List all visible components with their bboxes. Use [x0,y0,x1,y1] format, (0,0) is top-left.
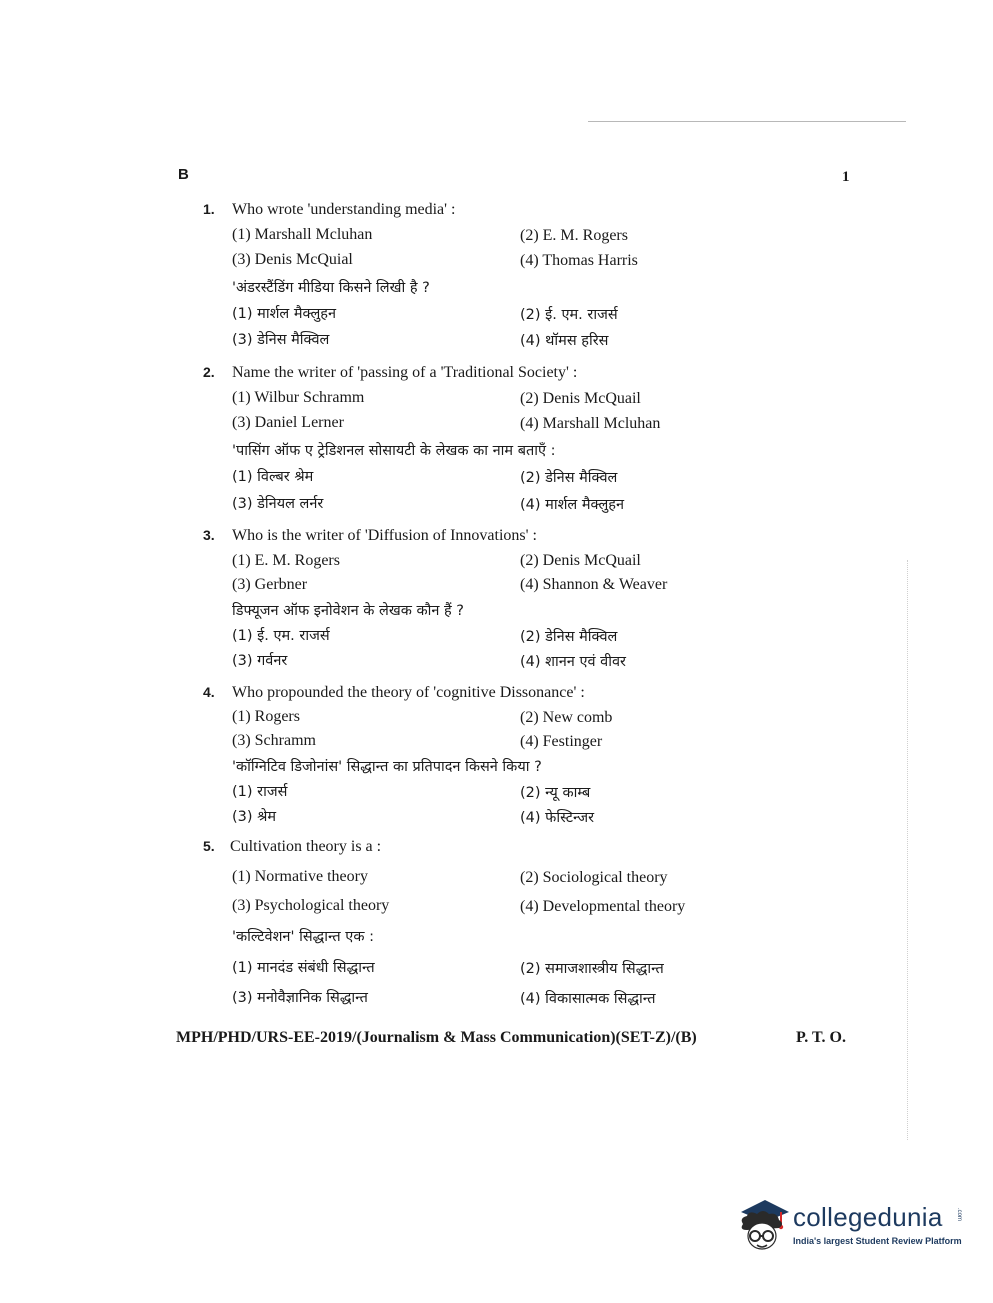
option-en-4: (4) Festinger [520,733,603,750]
option-hi-3: (3) गर्वनर [232,653,288,669]
option-hi-4: (4) शानन एवं वीवर [520,654,626,670]
option-en-1: (1) Wilbur Schramm [232,389,365,406]
option-hi-1: (1) मार्शल मैक्लुहन [232,306,337,322]
option-hi-1: (1) मानदंड संबंधी सिद्धान्त [232,960,375,976]
pto-label: P. T. O. [796,1029,846,1046]
watermark-logo [735,1196,965,1260]
option-en-1: (1) Normative theory [232,868,368,885]
option-hi-2: (2) डेनिस मैक्विल [520,470,618,486]
option-hi-3: (3) श्रेम [232,809,277,825]
option-hi-1: (1) राजर्स [232,784,288,800]
option-hi-2: (2) समाजशास्त्रीय सिद्धान्त [520,961,664,977]
option-en-4: (4) Shannon & Weaver [520,576,668,593]
option-en-2: (2) New comb [520,709,613,726]
set-letter: B [178,166,189,183]
question-text-en: Who propounded the theory of 'cognitive Dissonance' : [232,684,585,701]
question-text-en: Who wrote 'understanding media' : [232,201,456,218]
question-text-en: Name the writer of 'passing of a 'Traditional Society' : [232,364,578,381]
option-en-4: (4) Developmental theory [520,898,686,915]
watermark-com: .com [956,1208,962,1222]
option-en-1: (1) Marshall Mcluhan [232,226,373,243]
option-en-4: (4) Thomas Harris [520,252,638,269]
option-en-4: (4) Marshall Mcluhan [520,415,661,432]
option-hi-4: (4) विकासात्मक सिद्धान्त [520,991,656,1007]
option-hi-2: (2) न्यू काम्ब [520,785,591,801]
option-en-2: (2) Sociological theory [520,869,668,886]
question-number: 3. [203,527,215,543]
paper-code: MPH/PHD/URS-EE-2019/(Journalism & Mass Communication)(SET-Z)/(B) [176,1029,697,1046]
scan-edge [907,560,908,1140]
question-text-hi: 'पासिंग ऑफ ए ट्रेडिशनल सोसायटी के लेखक का नाम बताएँ : [232,443,556,459]
option-en-1: (1) Rogers [232,708,300,725]
option-hi-2: (2) ई. एम. राजर्स [520,307,618,323]
option-en-2: (2) Denis McQuail [520,390,641,407]
question-number: 1. [203,201,215,217]
option-hi-1: (1) ई. एम. राजर्स [232,628,330,644]
option-en-1: (1) E. M. Rogers [232,552,340,569]
option-hi-2: (2) डेनिस मैक्विल [520,629,618,645]
option-en-3: (3) Gerbner [232,576,308,593]
question-number: 4. [203,684,215,700]
page-number: 1 [842,169,850,185]
watermark-brand: collegedunia [793,1202,943,1232]
option-en-2: (2) Denis McQuail [520,552,641,569]
option-hi-3: (3) डेनिस मैक्विल [232,332,330,348]
option-en-3: (3) Psychological theory [232,897,390,914]
option-en-2: (2) E. M. Rogers [520,227,628,244]
option-hi-4: (4) फेस्टिन्जर [520,810,595,826]
question-text-hi: 'अंडरस्टैंडिंग मीडिया किसने लिखी है ? [232,280,430,296]
watermark-tagline: India's largest Student Review Platform [793,1236,962,1246]
question-text-hi: 'कॉग्निटिव डिजोनांस' सिद्धान्त का प्रतिपादन किसने किया ? [232,759,542,775]
option-hi-3: (3) मनोवैज्ञानिक सिद्धान्त [232,990,368,1006]
question-number: 5. [203,838,215,854]
option-hi-4: (4) मार्शल मैक्लुहन [520,497,625,513]
question-number: 2. [203,364,215,380]
question-text-en: Cultivation theory is a : [230,838,382,855]
option-en-3: (3) Schramm [232,732,316,749]
option-hi-4: (4) थॉमस हरिस [520,333,609,349]
option-hi-1: (1) विल्बर श्रेम [232,469,314,485]
option-en-3: (3) Denis McQuial [232,251,353,268]
option-en-3: (3) Daniel Lerner [232,414,344,431]
student-mascot-icon [735,1196,791,1258]
question-text-hi: 'कल्टिवेशन' सिद्धान्त एक : [232,929,374,945]
top-rule [588,121,906,122]
question-text-en: Who is the writer of 'Diffusion of Innovations' : [232,527,537,544]
question-text-hi: डिफ्यूजन ऑफ इनोवेशन के लेखक कौन हैं ? [232,603,464,619]
option-hi-3: (3) डेनियल लर्नर [232,496,324,512]
